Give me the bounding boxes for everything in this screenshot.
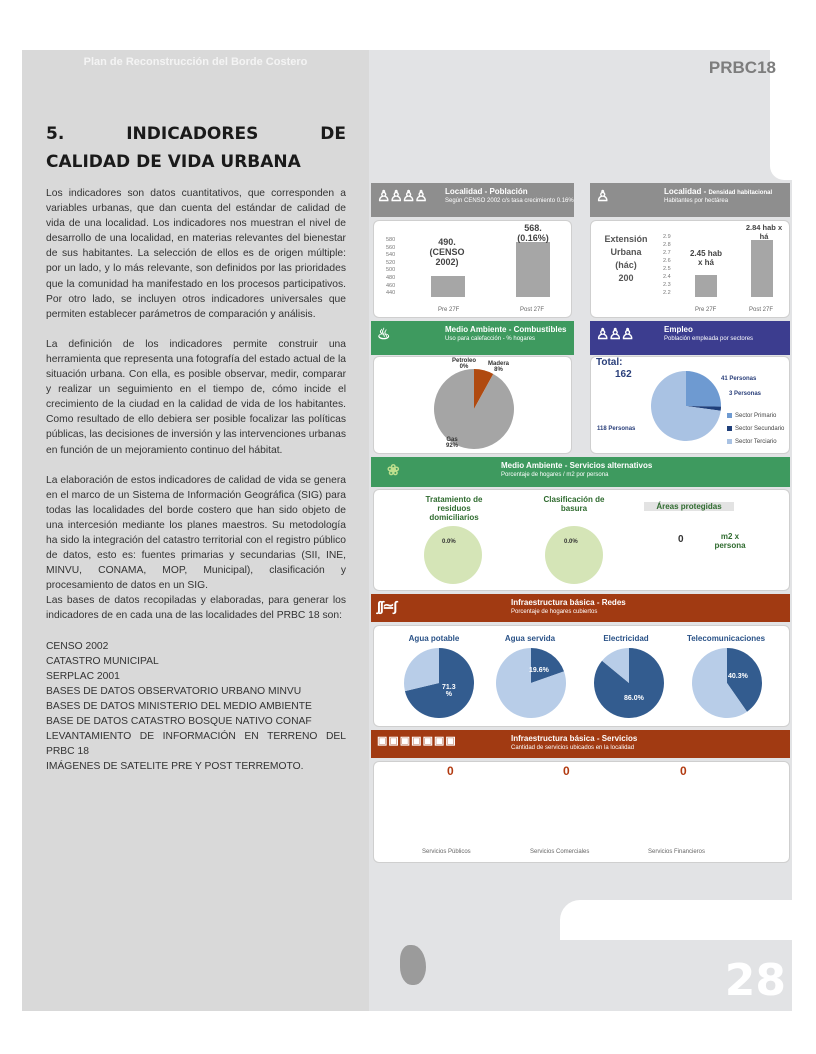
circle-residuos — [424, 526, 482, 584]
legend-secundario: Sector Secundario — [727, 426, 784, 432]
bar-pre — [695, 275, 717, 297]
label-petroleo: Petroleo 0% — [452, 358, 477, 370]
bar-title: Medio Ambiente - Servicios alternativos — [501, 461, 653, 470]
header-bar-redes — [371, 594, 790, 622]
cat-pre: Pre 27F — [438, 307, 460, 313]
header-bar-servicios — [371, 730, 790, 758]
pre-value-label: 490. (CENSO 2002) — [429, 237, 465, 267]
bar-pre — [431, 276, 465, 297]
title-electricidad: Electricidad — [603, 634, 649, 643]
sources-list — [46, 639, 346, 775]
label-terciario: 118 Personas — [597, 426, 636, 432]
bar-subtitle: Porcentaje de hogares cubiertos — [511, 609, 598, 615]
post-value-label: 2.84 hab x há — [745, 223, 783, 241]
paragraph: La definición de los indicadores permite construir una herramienta que representa una fotografía del estado actual de la situación urbana. Con ella, es posible observar, medir, comparar y realizar un seguimiento en el tiempo de, cómo incide el crecimiento de la ciudad en la calidad de vida de los habitantes. Como resultado de ello debiera ser posible focalizar las políticas públicas, las decisiones de inversión y las intervenciones urbanas en función de un mejoramiento continuo del hábitat. — [46, 338, 346, 456]
title-residuos: Tratamiento de residuos domiciliarios — [425, 495, 483, 522]
label-secundario: 3 Personas — [729, 391, 762, 397]
map-sea-bottom — [560, 900, 792, 940]
bar-subtitle: Porcentaje de hogares / m2 por persona — [501, 472, 609, 478]
extension-urbana: Extensión Urbana (hác) 200 — [604, 234, 648, 283]
total-value: 162 — [615, 369, 632, 380]
label-gas: Gas 92% — [446, 437, 459, 449]
value-areas-protegidas: 0 — [678, 534, 684, 545]
title-telecomunicaciones: Telecomunicaciones — [686, 634, 766, 643]
document-header: Plan de Reconstrucción del Borde Costero — [83, 56, 308, 68]
value-telecomunicaciones: 40.3% — [728, 673, 748, 680]
title-line-2: CALIDAD DE VIDA URBANA — [46, 152, 301, 172]
title-number: 5. — [46, 124, 65, 144]
value-agua-servida: 19.6% — [529, 667, 549, 674]
source-item: BASE DE DATOS CATASTRO BOSQUE NATIVO CONAF — [46, 716, 312, 727]
panel-combustibles — [373, 356, 572, 454]
label-primario: 41 Personas — [721, 376, 757, 382]
bar-title: Infraestructura básica - Redes — [511, 598, 626, 607]
panel-redes — [373, 625, 790, 727]
bar-title: Empleo — [664, 325, 693, 334]
source-item: CENSO 2002 — [46, 640, 109, 652]
header-bar-combustibles — [371, 321, 574, 355]
pie-agua-servida — [496, 648, 566, 718]
pipes-icon: ∫∫≃∫ — [377, 598, 397, 614]
bar-post — [516, 242, 550, 297]
axis-ticks: 2.9 2.8 2.7 2.6 2.5 2.4 2.3 2.2 — [663, 234, 671, 296]
title-basura: Clasificación de basura — [543, 495, 605, 513]
source-item: SERPLAC 2001 — [46, 670, 120, 682]
title-agua-servida: Agua servida — [504, 634, 556, 643]
slice-primario — [686, 371, 721, 407]
body-text — [46, 186, 346, 774]
label-servicios-publicos: Servicios Públicos — [422, 849, 471, 855]
panel-poblacion — [373, 220, 572, 318]
workers-icon: ♙♙♙ — [596, 326, 634, 343]
title-word-1: INDICADORES — [126, 124, 259, 144]
circle-basura — [545, 526, 603, 584]
value-servicios-publicos: 0 — [447, 764, 454, 778]
header-bar-empleo — [590, 321, 790, 355]
bar-title: Infraestructura básica - Servicios — [511, 734, 638, 743]
source-item: LEVANTAMIENTO DE INFORMACIÓN EN TERRENO DEL PRBC 18 — [46, 731, 346, 758]
people-icon: ♙♙♙♙ — [377, 188, 427, 205]
bar-title: Medio Ambiente - Combustibles — [445, 325, 567, 334]
buildings-icon: ▣▣▣▣▣▣▣ — [377, 735, 457, 747]
total-label: Total: — [596, 357, 623, 368]
value-servicios-financieros: 0 — [680, 764, 687, 778]
source-item: CATASTRO MUNICIPAL — [46, 655, 159, 667]
value-residuos: 0.0% — [442, 539, 456, 545]
leaf-icon: ❀ — [387, 462, 399, 479]
plan-code: PRBC18 — [708, 58, 776, 77]
cat-post: Post 27F — [749, 307, 774, 313]
source-item: IMÁGENES DE SATELITE PRE Y POST TERREMOTO. — [46, 761, 304, 773]
header-bar-poblacion — [371, 183, 574, 217]
bar-subtitle: Cantidad de servicios ubicados en la localidad — [511, 745, 635, 751]
pre-value-label: 2.45 hab x há — [689, 249, 722, 267]
page-number: 28 — [724, 955, 786, 1006]
label-servicios-financieros: Servicios Financieros — [648, 849, 706, 855]
bar-post — [751, 240, 773, 297]
paragraph: Las bases de datos recopiladas y elaboradas, para generar los indicadores de en cada una de las localidades del PRBC 18 son: — [46, 595, 346, 622]
label-madera: Madera 8% — [488, 361, 510, 373]
map-island — [400, 945, 426, 985]
title-agua-potable: Agua potable — [408, 634, 460, 643]
panel-densidad — [590, 220, 790, 318]
unit-areas-protegidas: m2 x persona — [714, 532, 746, 550]
flame-icon: ♨ — [377, 326, 390, 343]
paragraph: La elaboración de estos indicadores de calidad de vida se genera en el marco de un Sistema de Información Geográfica (SIG) para todas las localidades del borde costero que han sido objeto de una intercesión mediante los planes maestros. Su metodología ha sido la integración del catastro territorial con el registro público de datos, esto es: fuentes primarias y secundarias (SII, INE, MINVU, CONAMA, MOP, Municipal), clasificación y procesamiento de datos en un SIG. — [46, 474, 346, 592]
legend-primario: Sector Primario — [727, 413, 776, 419]
pie-telecomunicaciones — [692, 648, 762, 718]
cat-pre: Pre 27F — [695, 307, 717, 313]
panel-empleo — [590, 356, 790, 454]
bar-subtitle: Uso para calefacción - % hogares — [445, 336, 536, 342]
section-title — [46, 120, 346, 176]
cat-post: Post 27F — [520, 307, 545, 313]
title-word-2: DE — [320, 124, 346, 144]
bar-title: Localidad - Densidad habitacional — [664, 187, 773, 196]
paragraph: Los indicadores son datos cuantitativos, que corresponden a variables urbanas, que dan cuenta del estándar de calidad de vida de una localidad. Los indicadores nos muestran el nivel de desarrollo de una localidad, en materias relevantes del bienestar de sus habitantes. La selección de ellos es de origen múltiple: por un lado, y lo más relevante, son definidos por las prioridades que la comunidad ha manifestado en los procesos participativos. Por otro lado, se incluyen otros indicadores universales que permiten establecer parámetros de comparación y análisis. — [46, 188, 346, 320]
pie-electricidad — [594, 648, 664, 718]
panel-servicios — [373, 761, 790, 863]
value-agua-potable: 71.3 % — [442, 684, 456, 698]
legend-terciario: Sector Terciario — [727, 439, 777, 445]
bar-subtitle: Según CENSO 2002 c/s tasa crecimiento 0.16% — [445, 198, 574, 204]
panel-servicios-alternativos — [373, 489, 790, 591]
header-bar-densidad — [590, 183, 790, 217]
label-servicios-comerciales: Servicios Comerciales — [530, 849, 590, 855]
bar-subtitle: Población empleada por sectores — [664, 336, 754, 342]
axis-ticks: 580 560 540 520 500 480 460 440 — [386, 237, 396, 297]
source-item: BASES DE DATOS MINISTERIO DEL MEDIO AMBIENTE — [46, 700, 312, 712]
bar-title: Localidad - Población — [445, 187, 528, 196]
pie-empleo — [651, 371, 721, 441]
pie-agua-potable — [404, 648, 474, 718]
value-electricidad: 86.0% — [624, 695, 644, 702]
post-value-label: 568. (0.16%) — [517, 223, 549, 243]
title-areas-protegidas: Áreas protegidas — [644, 502, 734, 511]
person-house-icon: ♙ — [596, 188, 609, 205]
header-bar-servicios-alternativos — [371, 457, 790, 487]
bar-subtitle: Habitantes por hectárea — [664, 198, 729, 204]
value-basura: 0.0% — [564, 539, 578, 545]
source-item: BASES DE DATOS OBSERVATORIO URBANO MINVU — [46, 685, 302, 697]
value-servicios-comerciales: 0 — [563, 764, 570, 778]
